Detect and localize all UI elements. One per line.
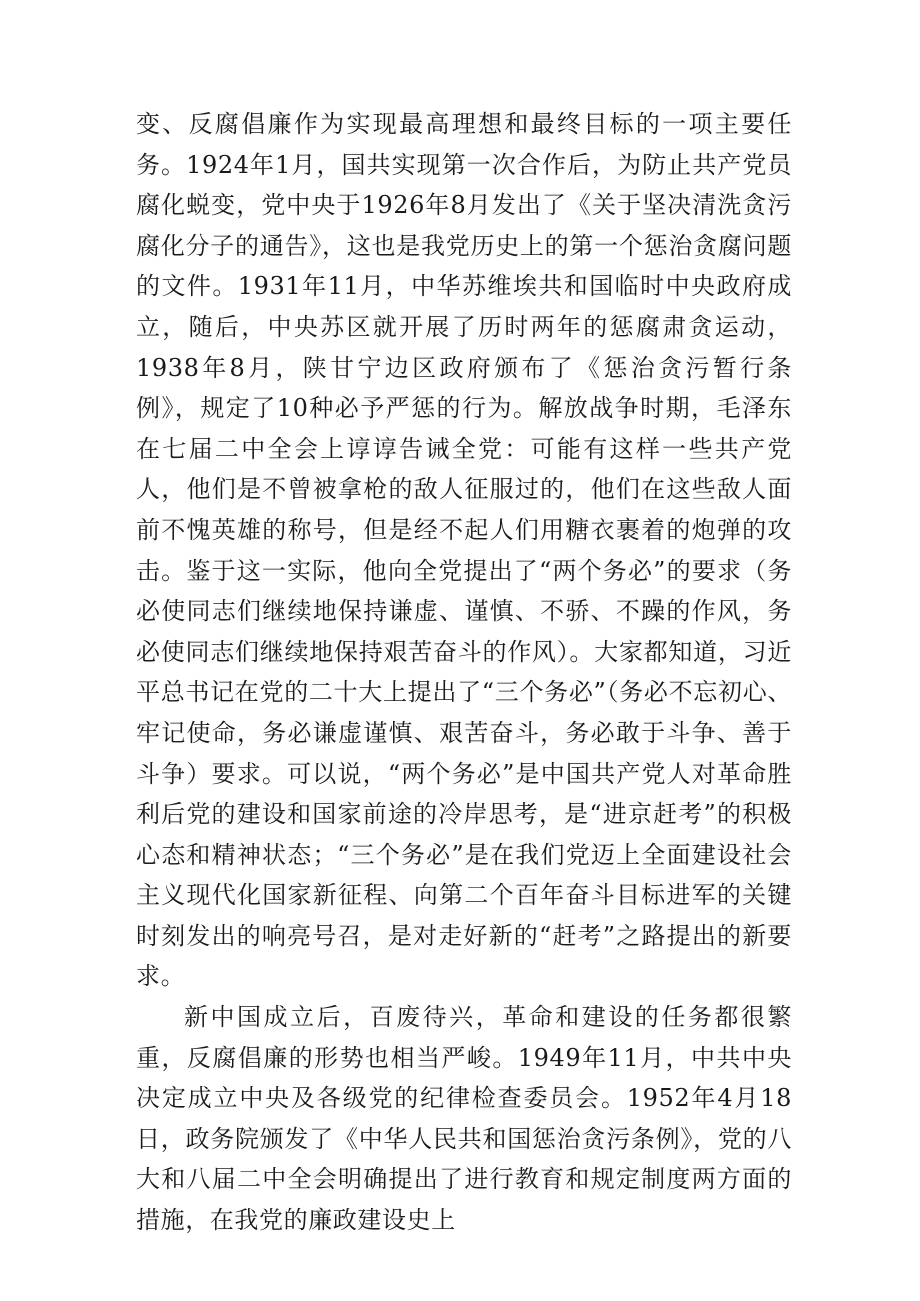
- paragraph-continued: 变、反腐倡廉作为实现最高理想和最终目标的一项主要任务。1924年1月，国共实现第一次合作后，为防止共产党员腐化蜕变，党中央于1926年8月发出了《关于坚决清洗贪污腐化分子的通告》，这也是我党历史上的第一个惩治贪腐问题的文件。1931年11月，中华苏维埃共和国临时中央政府成立，随后，中央苏区就开展了历时两年的惩腐肃贪运动，1938年8月，陕甘宁边区政府颁布了《惩治贪污暂行条例》，规定了10种必予严惩的行为。解放战争时期，毛泽东在七届二中全会上谆谆告诫全党：可能有这样一些共产党人，他们是不曾被拿枪的敌人征服过的，他们在这些敌人面前不愧英雄的称号，但是经不起人们用糖衣裹着的炮弹的攻击。鉴于这一实际，他向全党提出了“两个务必”的要求（务必使同志们继续地保持谦虚、谨慎、不骄、不躁的作风，务必使同志们继续地保持艰苦奋斗的作风）。大家都知道，习近平总书记在党的二十大上提出了“三个务必”（务必不忘初心、牢记使命，务必谦虚谨慎、艰苦奋斗，务必敢于斗争、善于斗争）要求。可以说，“两个务必”是中国共产党人对革命胜利后党的建设和国家前途的冷岸思考，是“进京赶考”的积极心态和精神状态；“三个务必”是在我们党迈上全面建设社会主义现代化国家新征程、向第二个百年奋斗目标进军的关键时刻发出的响亮号召，是对走好新的“赶考”之路提出的新要求。: [136, 110, 792, 991]
- document-body: [136, 104, 792, 1241]
- paragraph-new-china: 新中国成立后，百废待兴，革命和建设的任务都很繁重，反腐倡廉的形势也相当严峻。1949年11月，中共中央决定成立中央及各级党的纪律检查委员会。1952年4月18日，政务院颁发了《中华人民共和国惩治贪污条例》，党的八大和八届二中全会明确提出了进行教育和规定制度两方面的措施，在我党的廉政建设史上: [136, 1003, 792, 1235]
